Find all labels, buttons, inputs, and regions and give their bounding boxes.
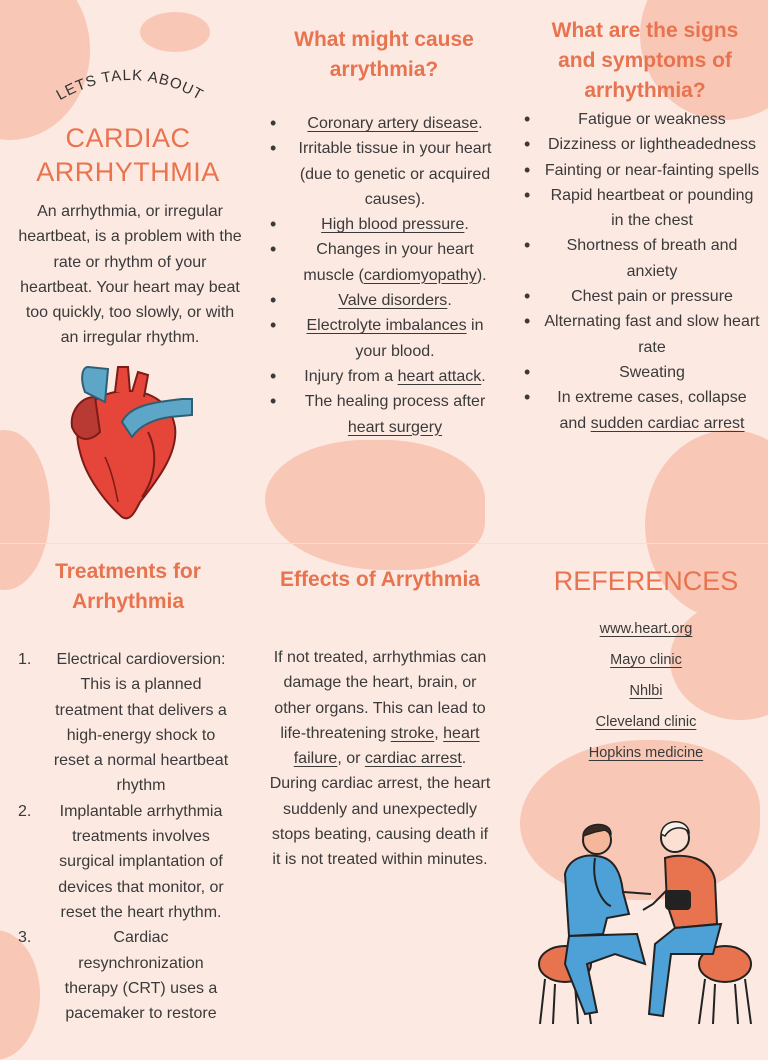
treatment-text: Implantable arrhythmia treatments involves surgical implantation of devices that monitor, or reset the heart rhythm.	[58, 802, 224, 921]
causes-heading: What might cause arrythmia?	[294, 28, 474, 81]
causes-list	[268, 111, 500, 440]
list-item-text: .	[447, 292, 452, 310]
list-item	[268, 212, 500, 237]
references-list	[524, 614, 768, 769]
list-item-text: Shortness of breath and anxiety	[566, 237, 738, 280]
list-item	[522, 309, 760, 360]
list-item-text: Alternating fast and slow heart rate	[544, 313, 760, 356]
list-item-text: ).	[476, 266, 487, 284]
list-item	[268, 136, 500, 212]
list-item-link[interactable]: Electrolyte imbalances	[306, 317, 467, 335]
treatments-list	[0, 647, 256, 1026]
list-item-text: Fatigue or weakness	[578, 111, 726, 128]
list-item-text: Fainting or near-fainting spells	[544, 161, 760, 179]
list-item-text: .	[464, 216, 469, 234]
list-item-link[interactable]: sudden cardiac arrest	[590, 414, 745, 432]
effects-text-part: , or	[337, 750, 365, 768]
effects-text-part: If not treated, arrhythmias can damage the heart, brain, or other organs. This can lead to life-threatening	[273, 649, 487, 742]
list-item-link[interactable]: cardiomyopathy	[363, 266, 477, 284]
list-item-text: Dizziness or lightheadedness	[547, 136, 757, 154]
list-item	[522, 107, 760, 132]
references-panel	[524, 563, 768, 769]
list-item-text: Changes in your heart muscle (	[303, 241, 474, 284]
list-item	[268, 237, 500, 288]
treatments-panel	[0, 557, 256, 1026]
anatomical-heart-icon	[60, 357, 200, 527]
heart-failure-link[interactable]: heart failure	[293, 724, 480, 768]
treatment-number: 1.	[18, 651, 32, 668]
title-line: CARDIAC	[65, 123, 191, 153]
list-item	[522, 132, 760, 157]
svg-text:LETS TALK ABOUT: LETS TALK ABOUT	[53, 66, 207, 104]
list-item	[268, 288, 500, 313]
reference-link[interactable]: Mayo clinic	[610, 652, 682, 668]
list-item	[268, 364, 500, 389]
treatment-text: Electrical cardioversion: This is a planned treatment that delivers a high-energy shock to reset a normal heartbeat rhythm	[53, 651, 229, 795]
stroke-link[interactable]: stroke	[390, 724, 435, 742]
list-item	[522, 385, 760, 436]
cardiac-arrest-link[interactable]: cardiac arrest	[364, 750, 462, 768]
symptoms-panel	[522, 16, 768, 436]
page-title	[0, 121, 256, 189]
list-item-text: Chest pain or pressure	[571, 288, 733, 306]
treatment-text: Cardiac resynchronization therapy (CRT) uses a pacemaker to restore	[64, 929, 218, 1023]
list-item-text: Irritable tissue in your heart (due to genetic or acquired causes).	[298, 140, 492, 208]
doctor-patient-icon	[525, 814, 765, 1024]
list-item	[522, 233, 760, 284]
reference-link[interactable]: Hopkins medicine	[588, 745, 704, 761]
list-item-text: .	[478, 115, 483, 132]
causes-panel	[268, 25, 500, 440]
intro-description: An arrhythmia, or irregular heartbeat, is a problem with the rate or rhythm of your heartbeat. Your heart may beat too quickly, too slowly, or with an irregular rhythm.	[18, 203, 242, 347]
treatments-heading: Treatments for Arrhythmia	[55, 560, 201, 613]
list-item	[522, 360, 760, 385]
list-item-link[interactable]: heart surgery	[347, 418, 443, 436]
treatment-item	[18, 925, 230, 1026]
list-item-link[interactable]: Coronary artery disease	[307, 115, 479, 132]
symptoms-heading: What are the signs and symptoms of arrhythmia?	[551, 19, 739, 102]
list-item-text: in your blood.	[355, 317, 484, 360]
effects-text-part: . During cardiac arrest, the heart suddenly and unexpectedly stops beating, causing death if it is not treated within minutes.	[269, 750, 491, 869]
list-item-text: Rapid heartbeat or pounding in the chest	[550, 186, 754, 230]
list-item-text: Injury from a	[304, 367, 398, 385]
treatment-item	[18, 799, 230, 925]
list-item	[268, 313, 500, 364]
bg-blob	[140, 12, 210, 52]
reference-link[interactable]: Nhlbi	[629, 683, 663, 699]
reference-link[interactable]: Cleveland clinic	[595, 714, 697, 730]
list-item-link[interactable]: High blood pressure	[321, 216, 465, 234]
list-item	[268, 111, 500, 136]
list-item-text: Sweating	[619, 363, 685, 381]
effects-text	[256, 645, 504, 873]
treatment-number: 3.	[18, 929, 32, 947]
treatment-item	[18, 647, 230, 799]
list-item-link[interactable]: Valve disorders	[338, 292, 448, 310]
effects-heading: Effects of Arrythmia	[280, 568, 480, 591]
title-line: ARRHYTHMIA	[36, 157, 220, 187]
references-heading: REFERENCES	[553, 566, 739, 596]
list-item-link[interactable]: heart attack	[397, 367, 482, 385]
list-item	[522, 284, 760, 309]
bg-blob	[265, 440, 485, 570]
list-item-text: The healing process after	[304, 393, 486, 411]
effects-panel	[256, 565, 504, 873]
list-item	[522, 158, 760, 183]
list-item	[522, 183, 760, 234]
panel-divider	[0, 543, 768, 544]
list-item-text: In extreme cases, collapse and	[557, 389, 747, 432]
symptoms-list	[522, 107, 768, 436]
treatment-number: 2.	[18, 802, 32, 820]
reference-link[interactable]: www.heart.org	[599, 621, 693, 637]
list-item-text: .	[481, 367, 486, 385]
list-item	[268, 389, 500, 440]
effects-text-part: ,	[434, 724, 444, 742]
